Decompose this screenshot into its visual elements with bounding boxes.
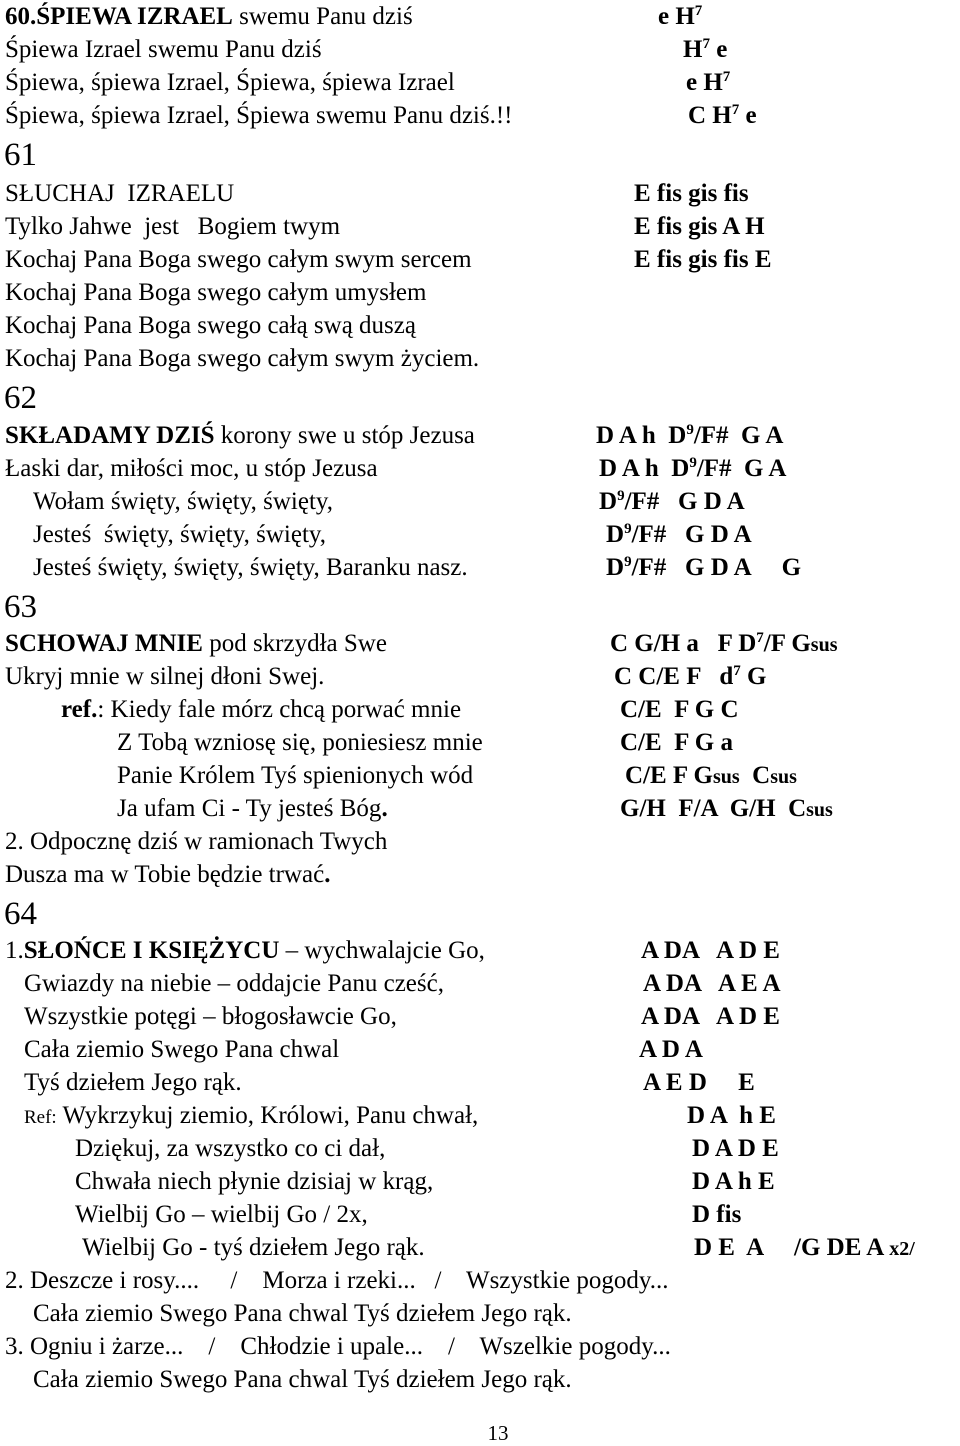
song-64-line-11 <box>0 1264 960 1297</box>
page-number: 13 <box>487 1421 509 1445</box>
song-62-line-2 <box>0 452 960 485</box>
chords: A D A <box>639 1036 703 1063</box>
lyric: Chwała niech płynie dzisiaj w krąg, <box>75 1168 434 1195</box>
song-title: ŚPIEWA IZRAEL <box>36 3 233 30</box>
lyric: 2. Deszcze i rosy.... / Morza i rzeki... / Wszystkie pogody... <box>5 1267 669 1294</box>
song-62-line-1 <box>0 419 960 452</box>
refrain-label: ref. <box>61 696 98 723</box>
chords: D A h E <box>687 1102 776 1129</box>
lyric: ref.: Kiedy fale mórz chcą porwać mnie <box>61 696 462 723</box>
lyric: Wołam święty, święty, święty, <box>33 488 334 515</box>
chords: E fis gis A H <box>634 213 765 240</box>
lyric: SCHOWAJ MNIE pod skrzydła Swe <box>5 630 387 657</box>
lyric: Dziękuj, za wszystko co ci dał, <box>75 1135 386 1162</box>
song-62-line-3 <box>0 485 960 518</box>
song-number-61: 61 <box>4 137 37 173</box>
song-64-line-1 <box>0 934 960 967</box>
song-number-prefix: 60. <box>5 3 37 30</box>
chords: G/H F/A G/H Csus <box>620 795 833 822</box>
song-64-line-9 <box>0 1198 960 1231</box>
chords: C/E F Gsus Csus <box>625 762 797 789</box>
lyric: Tyś dziełem Jego rąk. <box>24 1069 242 1096</box>
lyric: Kochaj Pana Boga swego całym umysłem <box>5 279 427 306</box>
song-61-line-4 <box>0 276 960 309</box>
chords: A E D E <box>643 1069 755 1096</box>
lyric: Ja ufam Ci - Ty jesteś Bóg. <box>117 795 388 822</box>
song-60-line-3 <box>0 66 960 99</box>
song-63-line-1 <box>0 627 960 660</box>
song-62-line-5 <box>0 551 960 584</box>
chords: A DA A D E <box>641 937 780 964</box>
song-64-line-2 <box>0 967 960 1000</box>
song-61-line-2 <box>0 210 960 243</box>
song-64-line-14 <box>0 1363 960 1396</box>
song-61-line-3 <box>0 243 960 276</box>
lyric: Dusza ma w Tobie będzie trwać. <box>5 861 331 888</box>
chords: $D^9/F\#$ G D A <box>606 521 752 548</box>
song-63-line-3 <box>0 693 960 726</box>
lyric: Tylko Jahwe jest Bogiem twym <box>5 213 341 240</box>
chords: C/E F G a <box>620 729 733 756</box>
song-64-line-12 <box>0 1297 960 1330</box>
chords: D fis <box>692 1201 742 1228</box>
chords: $H^7$ e <box>683 36 728 63</box>
song-60-line-1 <box>0 0 960 33</box>
song-61-line-6 <box>0 342 960 375</box>
song-63-line-4 <box>0 726 960 759</box>
chords: A DA A D E <box>641 1003 780 1030</box>
song-64-line-6 <box>0 1099 960 1132</box>
lyric: 3. Ogniu i żarze... / Chłodzie i upale... / Wszelkie pogody... <box>5 1333 671 1360</box>
lyric: Gwiazdy na niebie – oddajcie Panu cześć, <box>24 970 444 997</box>
lyric: 60.ŚPIEWA IZRAEL swemu Panu dziś <box>5 3 413 30</box>
song-61-line-5 <box>0 309 960 342</box>
song-63-line-8 <box>0 858 960 891</box>
lyric: Ukryj mnie w silnej dłoni Swej. <box>5 663 325 690</box>
lyric: Wielbij Go - tyś dziełem Jego rąk. <box>82 1234 425 1261</box>
song-62-line-4 <box>0 518 960 551</box>
song-64-line-10 <box>0 1231 960 1264</box>
song-63-line-6 <box>0 792 960 825</box>
song-63-line-7 <box>0 825 960 858</box>
song-title: SKŁADAMY DZIŚ <box>5 422 215 449</box>
song-64-line-7 <box>0 1132 960 1165</box>
song-61-line-1 <box>0 177 960 210</box>
lyric: Jesteś święty, święty, święty, Baranku nasz. <box>33 554 468 581</box>
song-64-line-5 <box>0 1066 960 1099</box>
lyric: 2. Odpocznę dziś w ramionach Twych <box>5 828 388 855</box>
chords: C $H^7$ e <box>688 102 757 129</box>
lyric: Ref: Wykrzykuj ziemio, Królowi, Panu chwał, <box>24 1102 479 1129</box>
lyric: Łaski dar, miłości moc, u stóp Jezusa <box>5 455 378 482</box>
chords: e $H^7$ <box>686 69 731 96</box>
chords: $D^9/F\#$ G D A G <box>606 554 802 581</box>
song-60-line-4 <box>0 99 960 132</box>
lyric: Cała ziemio Swego Pana chwal <box>24 1036 340 1063</box>
chords: $D^9/F\#$ G D A <box>599 488 745 515</box>
lyric: Cała ziemio Swego Pana chwal Tyś dziełem Jego rąk. <box>33 1300 572 1327</box>
chords: C G/H a F $D^7/F$ Gsus <box>610 630 838 657</box>
chords: D E A /G DE A x2/ <box>694 1234 915 1261</box>
song-number-63: 63 <box>4 589 37 625</box>
chords: E fis gis fis E <box>634 246 772 273</box>
chords: C/E F G C <box>620 696 739 723</box>
refrain-label: Ref: <box>24 1107 57 1128</box>
lyric: SKŁADAMY DZIŚ korony swe u stóp Jezusa <box>5 422 475 449</box>
chords: A DA A E A <box>643 970 781 997</box>
lyric: 1.SŁOŃCE I KSIĘŻYCU – wychwalajcie Go, <box>5 937 485 964</box>
song-63-line-2 <box>0 660 960 693</box>
song-64-line-13 <box>0 1330 960 1363</box>
song-title: SŁOŃCE I KSIĘŻYCU <box>23 937 280 964</box>
lyric: Śpiewa Izrael swemu Panu dziś <box>5 36 322 63</box>
lyric: Śpiewa, śpiewa Izrael, Śpiewa swemu Panu dziś.!! <box>5 102 513 129</box>
chords: D A h $D^9/F\#$ G A <box>599 455 787 482</box>
lyric: Wielbij Go – wielbij Go / 2x, <box>75 1201 368 1228</box>
song-64-line-3 <box>0 1000 960 1033</box>
chords: D A h E <box>692 1168 775 1195</box>
lyric: Panie Królem Tyś spienionych wód <box>117 762 474 789</box>
song-64-line-8 <box>0 1165 960 1198</box>
song-number-62: 62 <box>4 380 37 416</box>
chords: E fis gis fis <box>634 180 749 207</box>
lyric: Kochaj Pana Boga swego całą swą duszą <box>5 312 416 339</box>
chords: D A h $D^9/F\#$ G A <box>596 422 784 449</box>
song-60-line-2 <box>0 33 960 66</box>
song-64-line-4 <box>0 1033 960 1066</box>
lyric: Kochaj Pana Boga swego całym swym życiem. <box>5 345 480 372</box>
song-title: SCHOWAJ MNIE <box>5 630 203 657</box>
chords: C C/E F $d^7$ G <box>614 663 767 690</box>
chords: e $H^7$ <box>658 3 703 30</box>
song-63-line-5 <box>0 759 960 792</box>
lyric: Kochaj Pana Boga swego całym swym sercem <box>5 246 472 273</box>
song-title: SŁUCHAJ IZRAELU <box>5 180 235 207</box>
lyric: Cała ziemio Swego Pana chwal Tyś dziełem Jego rąk. <box>33 1366 572 1393</box>
lyric: Śpiewa, śpiewa Izrael, Śpiewa, śpiewa Izrael <box>5 69 455 96</box>
song-number-64: 64 <box>4 896 37 932</box>
lyric: Jesteś święty, święty, święty, <box>33 521 327 548</box>
lyric: Z Tobą wzniosę się, poniesiesz mnie <box>117 729 483 756</box>
chords: D A D E <box>692 1135 779 1162</box>
lyric: Wszystkie potęgi – błogosławcie Go, <box>24 1003 397 1030</box>
